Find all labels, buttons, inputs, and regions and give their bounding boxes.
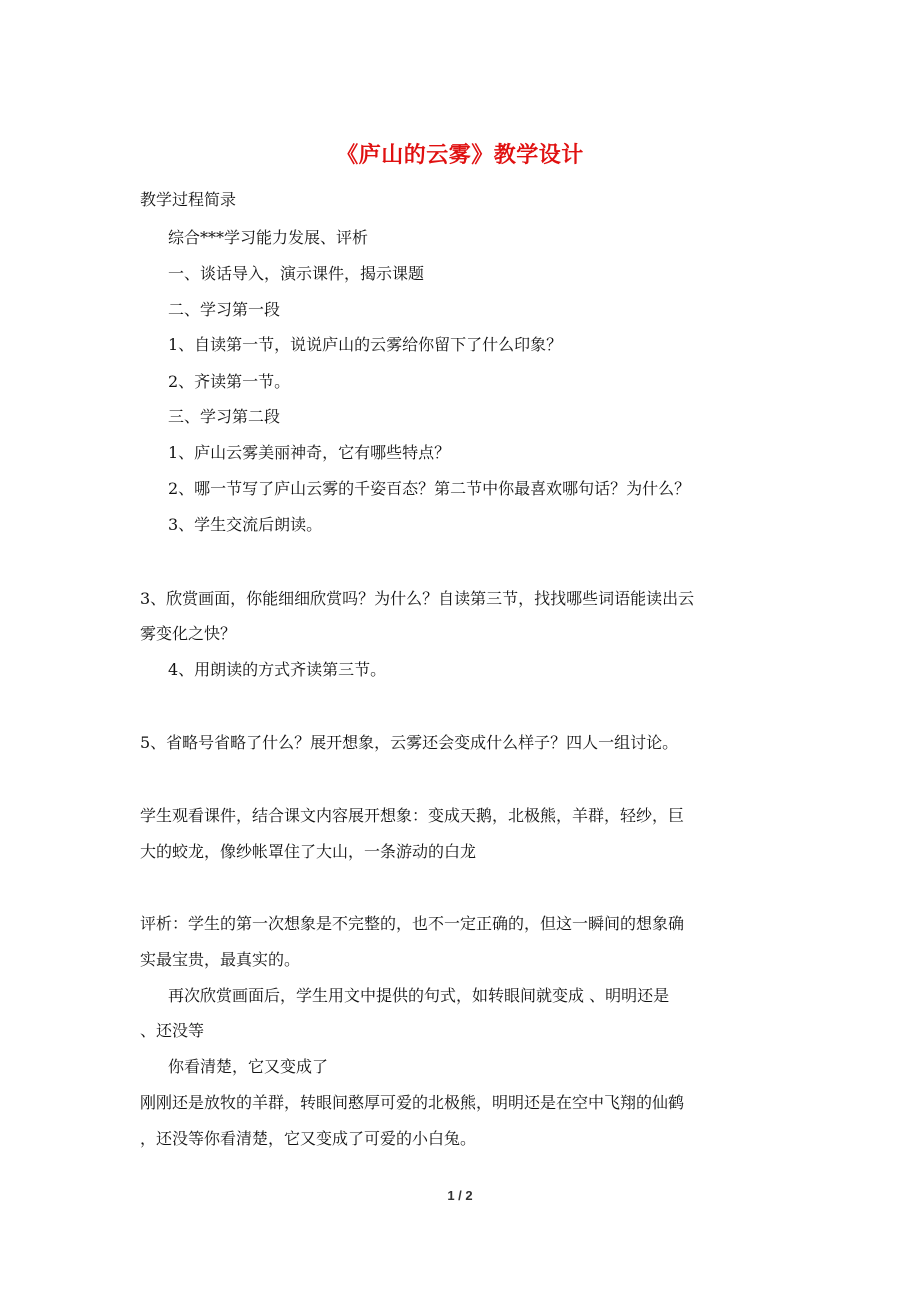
text-line: 4、用朗读的方式齐读第三节。 [168, 660, 387, 679]
text-line: 、还没等 [140, 1021, 205, 1040]
text-line: 5、省略号省略了什么？展开想象，云雾还会变成什么样子？四人一组讨论。 [140, 733, 679, 752]
text-line: 1、庐山云雾美丽神奇，它有哪些特点？ [168, 443, 451, 462]
text-line: ，还没等你看清楚，它又变成了可爱的小白兔。 [140, 1129, 477, 1148]
text-line: 2、哪一节写了庐山云雾的千姿百态？第二节中你最喜欢哪句话？为什么？ [168, 479, 691, 498]
text-line: 教学过程简录 [140, 190, 237, 209]
document-title: 《庐山的云雾》教学设计 [336, 142, 584, 168]
text-line: 3、欣赏画面，你能细细欣赏吗？为什么？自读第三节，找找哪些词语能读出云 [140, 589, 695, 608]
text-line: 一、谈话导入，演示课件，揭示课题 [168, 264, 425, 283]
text-line: 综合***学习能力发展、评析 [168, 228, 369, 247]
text-line: 再次欣赏画面后，学生用文中提供的句式，如转眼间就变成 、明明还是 [168, 986, 670, 1005]
text-line: 刚刚还是放牧的羊群，转眼间憨厚可爱的北极熊，明明还是在空中飞翔的仙鹤 [140, 1093, 685, 1112]
text-line: 二、学习第一段 [168, 300, 281, 319]
text-line: 学生观看课件，结合课文内容展开想象：变成天鹅，北极熊，羊群，轻纱，巨 [140, 806, 685, 825]
page-number: 1 / 2 [447, 1188, 473, 1203]
text-line: 1、自读第一节，说说庐山的云雾给你留下了什么印象？ [168, 335, 563, 354]
text-line: 大的蛟龙，像纱帐罩住了大山，一条游动的白龙 [140, 842, 477, 861]
text-line: 你看清楚，它又变成了 [168, 1057, 329, 1076]
text-line: 2、齐读第一节。 [168, 372, 291, 391]
text-line: 3、学生交流后朗读。 [168, 515, 323, 534]
text-line: 评析：学生的第一次想象是不完整的，也不一定正确的，但这一瞬间的想象确 [140, 914, 685, 933]
text-line: 实最宝贵，最真实的。 [140, 950, 301, 969]
text-line: 三、学习第二段 [168, 407, 281, 426]
text-line: 雾变化之快？ [140, 624, 237, 643]
